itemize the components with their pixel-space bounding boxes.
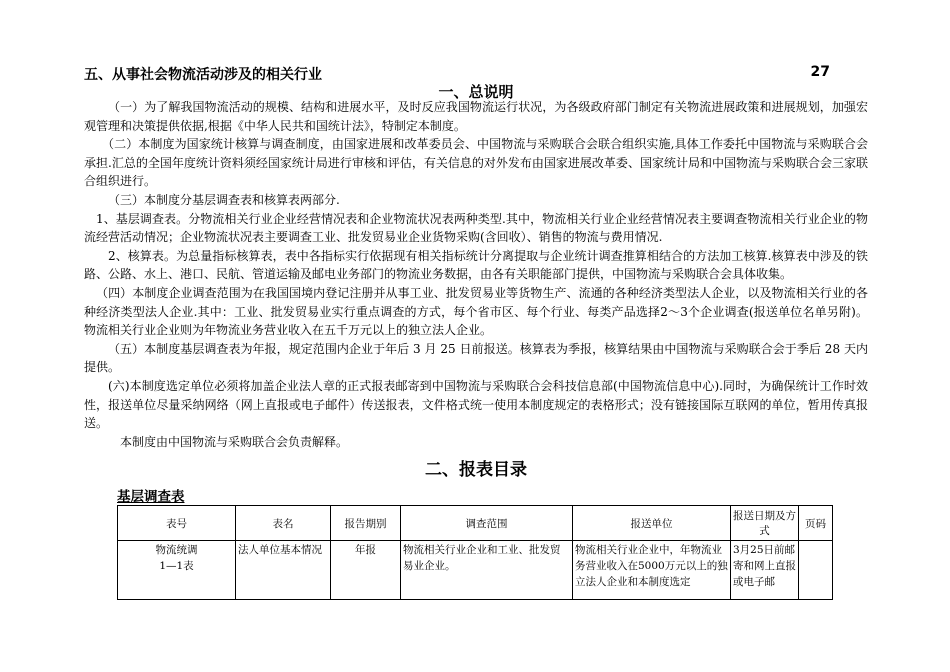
cell-form-name: 法人单位基本情况 [236, 541, 331, 600]
paragraph-3: （三）本制度分基层调查表和核算表两部分. [108, 192, 340, 207]
paragraph-2: （二）本制度为国家统计核算与调查制度，由国家进展和改革委员会、中国物流与采购联合会联合组织实施,具体工作委托中国物流与采购联合会承担.汇总的全国年度统计资料须经国家统计局进行审核和评估，有关信息的对外发布由国家进展改革委、国家统计局和中国物流与采购联合会三家联合组织进行。 [84, 137, 868, 189]
paragraph-1: （一）为了解我国物流活动的规模、结构和进展水平，及时反应我国物流运行状况，为各级政府部门制定有关物流进展政策和进展规划，加强宏观管理和决策提供依据,根据《中华人民共和国统计法》，特制定本制度。 [84, 100, 868, 133]
general-description [84, 98, 868, 451]
chapter-title: 五、从事社会物流活动涉及的相关行业 [84, 67, 322, 83]
table-header-row [118, 506, 833, 541]
paragraph-6: （四）本制度企业调查范围为在我国国境内登记注册并从事工业、批发贸易业等货物生产、流通的各种经济类型法人企业，以及物流相关行业的各种经济类型法人企业.其中：工业、批发贸易业实行重点调查的方式，每个省市区、每个行业、每类产品选择2～3个企业调查(报送单位名单另附)。物流相关行业企业则为年物流业务营业收入在五千万元以上的独立法人企业。 [84, 285, 868, 338]
section-title-catalog: 二、报表目录 [425, 460, 527, 480]
col-page-number: 页码 [799, 506, 833, 541]
page-header [84, 64, 830, 82]
paragraph-8: (六)本制度选定单位必须将加盖企业法人章的正式报表邮寄到中国物流与采购联合会科技信息部(中国物流信息中心).同时，为确保统计工作时效性，报送单位尽量采纳网络（网上直报或电子邮件）传送报表，文件格式统一使用本制度规定的表格形式；没有链接国际互联网的单位，暂用传真报送。 [84, 378, 868, 431]
paragraph-5: 2、核算表。为总量指标核算表，表中各指标实行依据现有相关指标统计分离提取与企业统计调查推算相结合的方法加工核算.核算表中涉及的铁路、公路、水上、港口、民航、管道运输及邮电业务部门的物流业务数据，由各有关职能部门提供，中国物流与采购联合会具体收集。 [84, 248, 868, 282]
page-number: 27 [810, 64, 830, 80]
paragraph-7: （五）本制度基层调查表为年报，规定范围内企业于年后 3 月 25 日前报送。核算表为季报，核算结果由中国物流与采购联合会于季后 28 天内提供。 [84, 341, 868, 375]
col-form-number: 表号 [118, 506, 236, 541]
col-survey-scope: 调查范围 [401, 506, 573, 541]
cell-survey-scope: 物流相关行业企业和工业、批发贸易业企业。 [401, 541, 573, 600]
cell-reporting-unit: 物流相关行业企业中，年物流业务营业收入在5000万元以上的独立法人企业和本制度选定 [573, 541, 731, 600]
col-report-period: 报告期别 [331, 506, 401, 541]
section-title-general: 一、总说明 [438, 83, 514, 101]
col-submission-method: 报送日期及方式 [731, 506, 799, 541]
cell-page-number [799, 541, 833, 600]
subsection-title: 基层调查表 [117, 489, 185, 505]
table-row [118, 541, 833, 600]
paragraph-4: 1、基层调查表。分物流相关行业企业经营情况表和企业物流状况表两种类型.其中，物流相关行业企业经营情况表主要调查物流相关行业企业的物流经营活动情况；企业物流状况表主要调查工业、批发贸易业企业货物采购(含回收）、销售的物流与费用情况. [84, 211, 868, 245]
cell-form-number: 物流统调 1—1表 [118, 541, 236, 600]
col-form-name: 表名 [236, 506, 331, 541]
cell-submission-method: 3月25日前邮寄和网上直报或电子邮 [731, 541, 799, 600]
col-reporting-unit: 报送单位 [573, 506, 731, 541]
report-catalog-table [117, 505, 833, 600]
cell-report-period: 年报 [331, 541, 401, 600]
paragraph-9: 本制度由中国物流与采购联合会负责解释。 [120, 434, 349, 449]
